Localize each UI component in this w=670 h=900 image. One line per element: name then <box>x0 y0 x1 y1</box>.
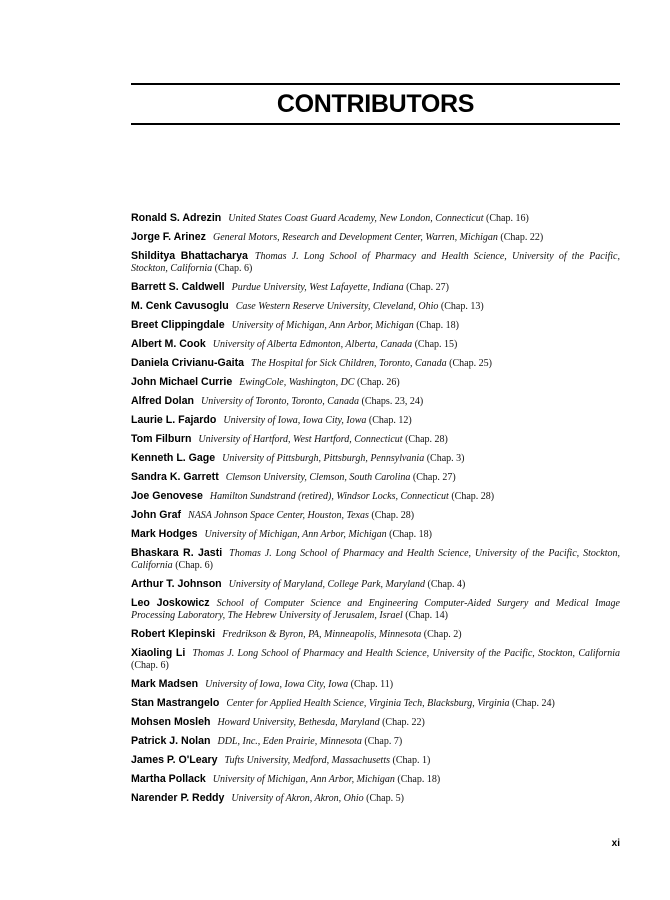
chapter-reference: (Chap. 28) <box>451 491 495 502</box>
contributor-name: Kenneth L. Gage <box>131 452 216 464</box>
contributor-entry <box>131 395 620 414</box>
contributor-affiliation: Center for Applied Health Science, Virginia Tech, Blacksburg, Virginia <box>226 698 510 709</box>
contributor-entry <box>131 452 620 471</box>
contributor-affiliation: University of Maryland, College Park, Maryland <box>228 579 425 590</box>
chapter-reference: (Chap. 25) <box>449 358 492 369</box>
contributor-affiliation: United States Coast Guard Academy, New London, Connecticut <box>228 213 484 224</box>
contributor-entry <box>131 773 620 792</box>
contributor-affiliation: NASA Johnson Space Center, Houston, Texas <box>188 510 369 521</box>
contributor-name: Bhaskara R. Jasti <box>131 547 223 559</box>
contributor-entry <box>131 716 620 735</box>
contributor-name: Daniela Crivianu-Gaita <box>131 357 245 369</box>
chapter-reference: (Chap. 24) <box>512 698 555 709</box>
contributor-entry <box>131 678 620 697</box>
chapter-reference: (Chap. 7) <box>364 736 403 747</box>
chapter-reference: (Chap. 18) <box>397 774 441 785</box>
contributor-entry <box>131 281 620 300</box>
chapter-reference: (Chap. 4) <box>427 579 466 590</box>
chapter-reference: (Chap. 26) <box>356 377 400 388</box>
chapter-reference: (Chap. 3) <box>426 453 465 464</box>
contributor-entry <box>131 490 620 509</box>
contributor-entry <box>131 300 620 319</box>
contributor-name: Barrett S. Caldwell <box>131 281 225 293</box>
contributor-affiliation: University of Hartford, West Hartford, Connecticut <box>198 434 403 445</box>
contributor-name: Shilditya Bhattacharya <box>131 250 248 262</box>
contributor-name: Narender P. Reddy <box>131 792 225 804</box>
contributor-name: Mark Hodges <box>131 528 198 540</box>
contributor-entry <box>131 376 620 395</box>
page-number: xi <box>611 838 620 849</box>
contributor-name: Mohsen Mosleh <box>131 716 211 728</box>
contributor-entry <box>131 528 620 547</box>
contributor-name: Patrick J. Nolan <box>131 735 211 747</box>
chapter-reference: (Chap. 5) <box>366 793 404 804</box>
contributor-affiliation: Hamilton Sundstrand (retired), Windsor Locks, Connecticut <box>209 491 449 502</box>
contributor-list <box>131 212 620 811</box>
contributor-affiliation: University of Iowa, Iowa City, Iowa <box>223 415 367 426</box>
title-bottom-rule <box>131 123 620 125</box>
contributor-name: Martha Pollack <box>131 773 206 785</box>
contributor-affiliation: University of Pittsburgh, Pittsburgh, Pennsylvania <box>222 453 425 464</box>
chapter-reference: (Chap. 28) <box>371 510 415 521</box>
contributor-name: Laurie L. Fajardo <box>131 414 217 426</box>
contributor-affiliation: DDL, Inc., Eden Prairie, Minnesota <box>217 736 362 747</box>
chapter-reference: (Chap. 2) <box>423 629 462 640</box>
chapter-reference: (Chap. 18) <box>389 529 432 540</box>
contributor-affiliation: University of Michigan, Ann Arbor, Michigan <box>231 320 414 331</box>
contributor-name: Robert Klepinski <box>131 628 216 640</box>
contributor-affiliation: General Motors, Research and Development Center, Warren, Michigan <box>212 232 498 243</box>
chapter-reference: (Chap. 6) <box>214 263 253 274</box>
contributor-entry <box>131 471 620 490</box>
chapter-reference: (Chap. 22) <box>500 232 544 243</box>
contributor-name: James P. O'Leary <box>131 754 218 766</box>
contributor-affiliation: Thomas J. Long School of Pharmacy and Health Science, University of the Pacific, Stockton, California <box>131 548 620 571</box>
chapter-reference: (Chap. 15) <box>414 339 458 350</box>
contributor-name: John Michael Currie <box>131 376 233 388</box>
chapter-reference: (Chap. 27) <box>412 472 456 483</box>
contributor-name: Alfred Dolan <box>131 395 194 407</box>
contributor-entry <box>131 414 620 433</box>
contributor-entry <box>131 357 620 376</box>
contributor-name: Sandra K. Garrett <box>131 471 219 483</box>
chapter-reference: (Chap. 12) <box>368 415 412 426</box>
contributor-entry <box>131 212 620 231</box>
contributor-affiliation: Tufts University, Medford, Massachusetts <box>224 755 391 766</box>
contributor-affiliation: EwingCole, Washington, DC <box>239 377 355 388</box>
contributor-entry <box>131 338 620 357</box>
contributor-entry <box>131 735 620 754</box>
contributor-entry <box>131 792 620 811</box>
chapter-reference: (Chap. 28) <box>405 434 448 445</box>
contributor-entry <box>131 547 620 578</box>
contributor-affiliation: University of Akron, Akron, Ohio <box>231 793 364 804</box>
contributor-entry <box>131 697 620 716</box>
contributor-entry <box>131 754 620 773</box>
contributor-entry <box>131 597 620 628</box>
contributor-affiliation: Clemson University, Clemson, South Carolina <box>225 472 411 483</box>
contributor-affiliation: School of Computer Science and Engineering Computer-Aided Surgery and Medical Image Processing Laboratory, The Hebrew University of Jerusalem, Israel <box>131 598 620 621</box>
contributor-name: M. Cenk Cavusoglu <box>131 300 229 312</box>
contributor-name: Tom Filburn <box>131 433 192 445</box>
chapter-reference: (Chap. 1) <box>392 755 431 766</box>
contributor-name: Stan Mastrangelo <box>131 697 220 709</box>
chapter-reference: (Chap. 27) <box>406 282 449 293</box>
chapter-reference: (Chaps. 23, 24) <box>361 396 424 407</box>
chapter-reference: (Chap. 6) <box>175 560 213 571</box>
contributor-affiliation: Howard University, Bethesda, Maryland <box>217 717 380 728</box>
contributor-name: John Graf <box>131 509 182 521</box>
contributor-entry <box>131 578 620 597</box>
contributor-affiliation: University of Michigan, Ann Arbor, Michigan <box>204 529 387 540</box>
title-top-rule <box>131 83 620 85</box>
contributor-name: Joe Genovese <box>131 490 203 502</box>
contributor-entry <box>131 433 620 452</box>
page-title: CONTRIBUTORS <box>276 90 475 118</box>
chapter-reference: (Chap. 11) <box>350 679 394 690</box>
contributor-affiliation: University of Toronto, Toronto, Canada <box>200 396 359 407</box>
chapter-reference: (Chap. 18) <box>416 320 459 331</box>
chapter-reference: (Chap. 22) <box>382 717 425 728</box>
contributor-name: Breet Clippingdale <box>131 319 225 331</box>
chapter-reference: (Chap. 6) <box>131 660 169 671</box>
contributor-name: Jorge F. Arinez <box>131 231 206 243</box>
contributor-affiliation: The Hospital for Sick Children, Toronto, Canada <box>251 358 447 369</box>
contributor-entry <box>131 628 620 647</box>
contributor-entry <box>131 509 620 528</box>
contributor-affiliation: University of Iowa, Iowa City, Iowa <box>205 679 349 690</box>
contributor-entry <box>131 231 620 250</box>
contributor-affiliation: Purdue University, West Lafayette, Indiana <box>231 282 404 293</box>
contributor-affiliation: Thomas J. Long School of Pharmacy and Health Science, University of the Pacific, Stockton, California <box>192 648 620 659</box>
contributor-name: Leo Joskowicz <box>131 597 210 609</box>
contributor-affiliation: Fredrikson & Byron, PA, Minneapolis, Minnesota <box>222 629 422 640</box>
contributor-affiliation: Case Western Reserve University, Cleveland, Ohio <box>235 301 439 312</box>
contributor-entry <box>131 250 620 281</box>
contributor-name: Mark Madsen <box>131 678 199 690</box>
contributor-affiliation: Thomas J. Long School of Pharmacy and Health Science, University of the Pacific, Stockton, California <box>131 251 620 274</box>
chapter-reference: (Chap. 16) <box>486 213 529 224</box>
chapter-reference: (Chap. 14) <box>405 610 449 621</box>
chapter-reference: (Chap. 13) <box>440 301 484 312</box>
contributor-name: Arthur T. Johnson <box>131 578 222 590</box>
contributor-name: Xiaoling Li <box>131 647 186 659</box>
contributor-affiliation: University of Michigan, Ann Arbor, Michigan <box>212 774 395 785</box>
contributor-affiliation: University of Alberta Edmonton, Alberta, Canada <box>212 339 413 350</box>
contributor-entry <box>131 319 620 338</box>
contributor-name: Albert M. Cook <box>131 338 206 350</box>
contributor-name: Ronald S. Adrezin <box>131 212 222 224</box>
contributor-entry <box>131 647 620 678</box>
